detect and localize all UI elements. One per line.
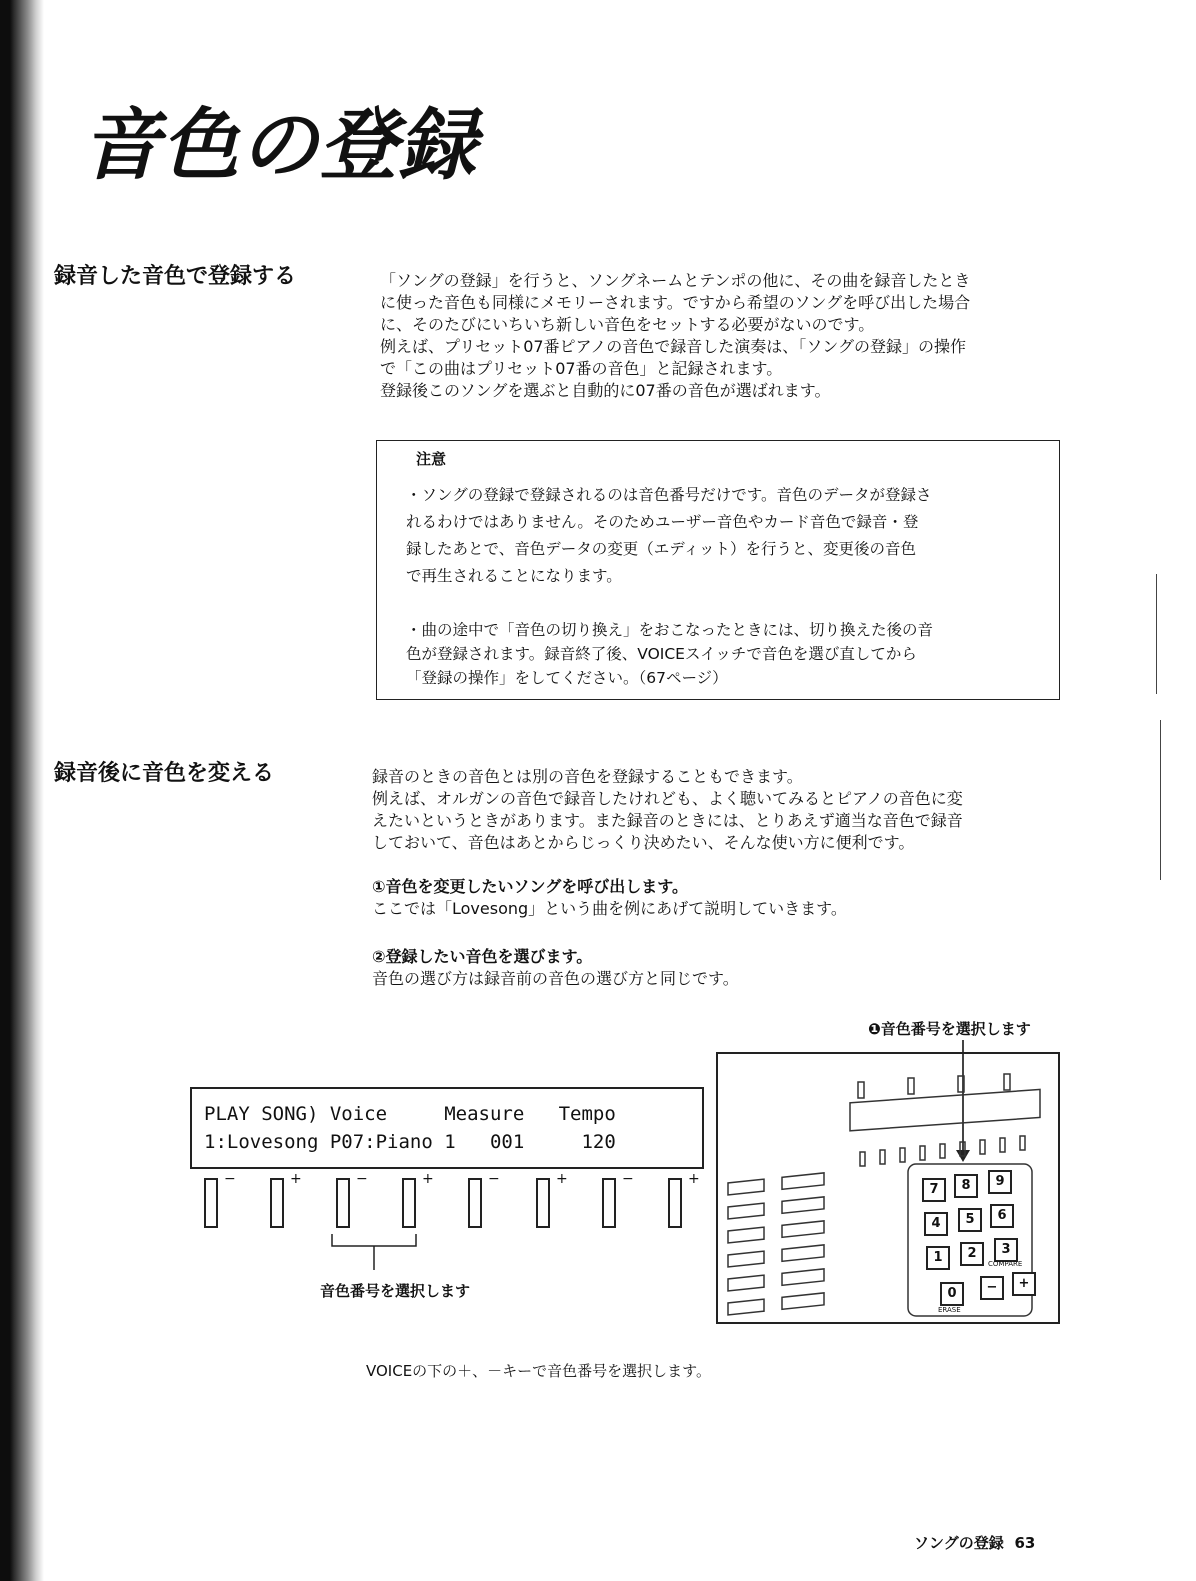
key-sign: − (356, 1171, 368, 1187)
note-line: で再生されることになります。 (406, 567, 622, 585)
step2 (372, 946, 739, 990)
section1-line: に、そのたびにいちいち新しい音色をセットする必要がないのです。 (380, 315, 875, 334)
numkey-0[interactable]: 0 (940, 1282, 964, 1306)
section2-heading: 録音後に音色を変える (54, 761, 275, 786)
lcd-display (190, 1087, 704, 1169)
note-line: ・曲の途中で「音色の切り換え」をおこなったときには、切り換えた後の音 (406, 621, 934, 639)
section2-line: 録音のときの音色とは別の音色を登録することもできます。 (372, 767, 803, 786)
numkey-plus[interactable]: + (1012, 1272, 1036, 1296)
note-title: 注意 (416, 450, 447, 468)
note-item-1 (406, 482, 931, 590)
voice-plus-key[interactable] (270, 1178, 284, 1228)
page-title: 音色の登録 (82, 101, 478, 191)
compare-label: COMPARE (988, 1260, 1023, 1268)
note-line: 録したあとで、音色データの変更（エディット）を行うと、変更後の音色 (406, 540, 916, 558)
note-line: ・ソングの登録で登録されるのは音色番号だけです。音色のデータが登録さ (406, 486, 932, 504)
step2-text: 音色の選び方は録音前の音色の選び方と同じです。 (372, 969, 739, 988)
measure-plus-key[interactable] (536, 1178, 550, 1228)
step1 (372, 876, 847, 920)
tempo-minus-key[interactable] (602, 1178, 616, 1228)
key-sign: − (488, 1171, 500, 1187)
voice-number-bracket (326, 1232, 426, 1272)
margin-mark (1160, 720, 1161, 880)
numkey-8[interactable]: 8 (954, 1174, 978, 1198)
numkey-minus[interactable]: − (980, 1276, 1004, 1300)
numkey-2[interactable]: 2 (960, 1242, 984, 1266)
key-sign: + (422, 1171, 434, 1187)
section1-body (380, 270, 970, 402)
numkey-9[interactable]: 9 (988, 1170, 1012, 1194)
section2-line: 例えば、オルガンの音色で録音したけれども、よく聴いてみるとピアノの音色に変 (372, 789, 963, 808)
numkey-6[interactable]: 6 (990, 1204, 1014, 1228)
key-sign: − (622, 1171, 634, 1187)
voice-number-minus-key[interactable] (336, 1178, 350, 1228)
tempo-plus-key[interactable] (668, 1178, 682, 1228)
bottom-caption: VOICEの下の＋、－キーで音色番号を選択します。 (366, 1362, 711, 1380)
section1-heading: 録音した音色で登録する (54, 264, 297, 289)
panel-illustration (716, 1052, 1060, 1324)
step2-title: ②登録したい音色を選びます。 (372, 947, 593, 966)
lcd-caption: 音色番号を選択します (320, 1282, 471, 1300)
erase-label: ERASE (938, 1306, 961, 1314)
note-item-2 (406, 618, 933, 690)
page-footer (914, 1532, 1035, 1553)
key-sign: − (224, 1171, 236, 1187)
lcd-line-1: PLAY SONG) Voice Measure Tempo (204, 1103, 616, 1125)
margin-mark (1156, 574, 1157, 694)
lcd-line-2: 1:Lovesong P07:Piano 1 001 120 (204, 1131, 616, 1153)
footer-section: ソングの登録 (914, 1534, 1004, 1552)
numkey-7[interactable]: 7 (922, 1178, 946, 1202)
section1-line: に使った音色も同様にメモリーされます。ですから希望のソングを呼び出した場合 (380, 293, 971, 312)
key-sign: + (556, 1171, 568, 1187)
voice-minus-key[interactable] (204, 1178, 218, 1228)
section1-line: で「この曲はプリセット07番の音色」と記録されます。 (380, 359, 783, 378)
voice-number-plus-key[interactable] (402, 1178, 416, 1228)
panel-caption: ❶音色番号を選択します (868, 1020, 1031, 1038)
section2-line: しておいて、音色はあとからじっくり決めたい、そんな使い方に便利です。 (372, 833, 915, 852)
section1-line: 「ソングの登録」を行うと、ソングネームとテンポの他に、その曲を録音したとき (380, 271, 971, 290)
numkey-3[interactable]: 3 (994, 1238, 1018, 1262)
page-number: 63 (1014, 1534, 1036, 1552)
numkey-5[interactable]: 5 (958, 1208, 982, 1232)
section1-line: 例えば、プリセット07番ピアノの音色で録音した演奏は、「ソングの登録」の操作 (380, 337, 966, 356)
step1-text: ここでは「Lovesong」という曲を例にあげて説明していきます。 (372, 899, 847, 918)
section1-line: 登録後このソングを選ぶと自動的に07番の音色が選ばれます。 (380, 381, 831, 400)
note-line: 「登録の操作」をしてください。（67ページ） (406, 669, 728, 687)
key-sign: + (290, 1171, 302, 1187)
key-sign: + (688, 1171, 700, 1187)
measure-minus-key[interactable] (468, 1178, 482, 1228)
note-line: 色が登録されます。録音終了後、VOICEスイッチで音色を選び直してから (406, 645, 917, 663)
numkey-1[interactable]: 1 (926, 1246, 950, 1270)
book-spine-shadow (0, 0, 44, 1581)
step1-title: ①音色を変更したいソングを呼び出します。 (372, 877, 688, 896)
note-line: れるわけではありません。そのためユーザー音色やカード音色で録音・登 (406, 513, 919, 531)
section2-body (372, 766, 963, 854)
section2-line: えたいというときがあります。また録音のときには、とりあえず適当な音色で録音 (372, 811, 963, 830)
numkey-4[interactable]: 4 (924, 1212, 948, 1236)
